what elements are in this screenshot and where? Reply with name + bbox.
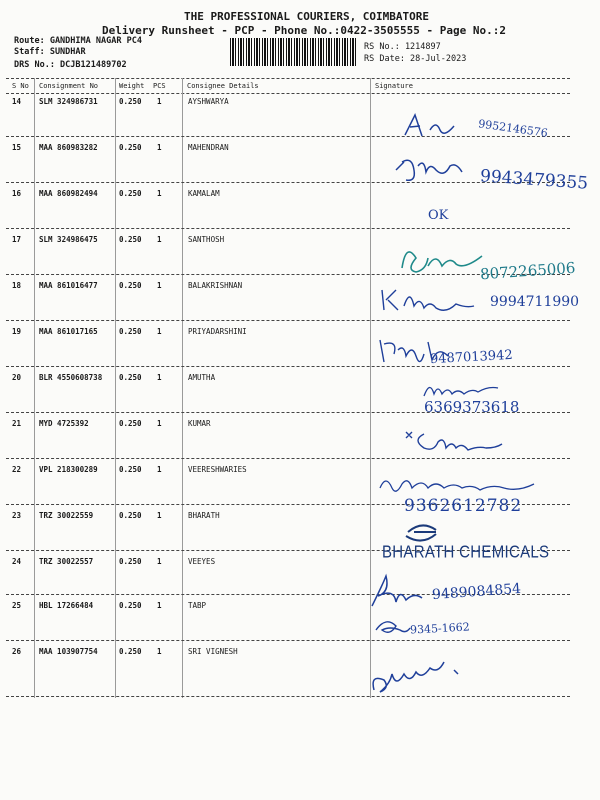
cell-consignment: MAA 861017165 bbox=[39, 327, 98, 336]
cell-pcs: 1 bbox=[157, 647, 162, 656]
cell-weight: 0.250 bbox=[119, 601, 142, 610]
row-divider bbox=[6, 696, 570, 697]
cell-sno: 15 bbox=[12, 143, 22, 152]
cell-consignee: VEEYES bbox=[188, 557, 216, 566]
cell-consignment: TRZ 30022559 bbox=[39, 511, 94, 520]
cell-consignee: MAHENDRAN bbox=[188, 143, 229, 152]
cell-consignee: KAMALAM bbox=[188, 189, 220, 198]
cell-sno: 26 bbox=[12, 647, 22, 656]
signature-note: OK bbox=[428, 208, 449, 223]
cell-weight: 0.250 bbox=[119, 511, 142, 520]
column-divider bbox=[182, 78, 183, 698]
signature-phone: 9943479355 bbox=[479, 166, 589, 194]
row-divider bbox=[6, 228, 570, 229]
cell-pcs: 1 bbox=[157, 281, 162, 290]
cell-sno: 14 bbox=[12, 97, 22, 106]
signature-scribble bbox=[376, 470, 556, 498]
cell-pcs: 1 bbox=[157, 419, 162, 428]
row-divider bbox=[6, 320, 570, 321]
signature-scribble bbox=[392, 152, 472, 184]
company-title: THE PROFESSIONAL COURIERS, COIMBATORE bbox=[184, 10, 430, 23]
cell-consignment: MYD 4725392 bbox=[39, 419, 89, 428]
cell-consignment: SLM 324986475 bbox=[39, 235, 98, 244]
header-pcs: PCS bbox=[153, 82, 166, 90]
cell-consignment: VPL 218300289 bbox=[39, 465, 98, 474]
cell-consignment: MAA 860983282 bbox=[39, 143, 98, 152]
cell-sno: 25 bbox=[12, 601, 22, 610]
cell-consignee: SANTHOSH bbox=[188, 235, 225, 244]
cell-weight: 0.250 bbox=[119, 143, 142, 152]
row-divider bbox=[6, 458, 570, 459]
table-header-border bbox=[6, 93, 570, 94]
cell-consignee: BALAKRISHNAN bbox=[188, 281, 243, 290]
cell-consignment: TRZ 30022557 bbox=[39, 557, 94, 566]
signature-phone: 9487013942 bbox=[429, 347, 514, 368]
barcode bbox=[230, 38, 357, 66]
signature-phone: 9489084854 bbox=[431, 580, 522, 604]
cell-pcs: 1 bbox=[157, 143, 162, 152]
cell-consignment: MAA 861016477 bbox=[39, 281, 98, 290]
cell-sno: 20 bbox=[12, 373, 22, 382]
cell-pcs: 1 bbox=[157, 327, 162, 336]
signature-scribble bbox=[366, 570, 436, 610]
cell-weight: 0.250 bbox=[119, 327, 142, 336]
column-divider bbox=[34, 78, 35, 698]
route-label: Route: GANDHIMA NAGAR PC4 bbox=[14, 36, 142, 46]
cell-consignee: SRI VIGNESH bbox=[188, 647, 238, 656]
row-divider bbox=[6, 136, 570, 137]
cell-pcs: 1 bbox=[157, 235, 162, 244]
signature-scribble bbox=[378, 286, 488, 314]
cell-pcs: 1 bbox=[157, 373, 162, 382]
cell-weight: 0.250 bbox=[119, 373, 142, 382]
signature-phone: 9345-1662 bbox=[409, 620, 471, 637]
row-divider bbox=[6, 366, 570, 367]
cell-sno: 24 bbox=[12, 557, 22, 566]
cell-sno: 18 bbox=[12, 281, 22, 290]
cell-consignee: BHARATH bbox=[188, 511, 220, 520]
cell-consignee: AMUTHA bbox=[188, 373, 216, 382]
cell-consignment: BLR 4550608738 bbox=[39, 373, 103, 382]
signature-scribble bbox=[372, 614, 412, 640]
cell-sno: 17 bbox=[12, 235, 22, 244]
row-divider bbox=[6, 640, 570, 641]
signature-phone: 6369373618 bbox=[424, 398, 520, 416]
cell-weight: 0.250 bbox=[119, 189, 142, 198]
header-sno: S No bbox=[12, 82, 29, 90]
cell-sno: 23 bbox=[12, 511, 22, 520]
header-weight: Weight bbox=[119, 82, 145, 90]
cell-pcs: 1 bbox=[157, 511, 162, 520]
cell-weight: 0.250 bbox=[119, 419, 142, 428]
signature-scribble bbox=[420, 376, 520, 400]
company-stamp: BHARATH CHEMICALS bbox=[382, 542, 550, 563]
signature-phone: 9362612782 bbox=[404, 496, 523, 516]
table-top-border bbox=[6, 78, 570, 79]
runsheet-subtitle: Delivery Runsheet - PCP - Phone No.:0422-3505555 - Page No.:2 bbox=[102, 24, 506, 37]
signature-scribble bbox=[366, 656, 476, 696]
cell-consignee: TABP bbox=[188, 601, 207, 610]
cell-consignee: PRIYADARSHINI bbox=[188, 327, 247, 336]
signature-scribble bbox=[404, 426, 534, 456]
cell-consignee: AYSHWARYA bbox=[188, 97, 229, 106]
cell-pcs: 1 bbox=[157, 97, 162, 106]
cell-sno: 22 bbox=[12, 465, 22, 474]
cell-weight: 0.250 bbox=[119, 235, 142, 244]
header-consignee: Consignee Details bbox=[187, 82, 259, 90]
cell-consignee: KUMAR bbox=[188, 419, 211, 428]
cell-sno: 16 bbox=[12, 189, 22, 198]
cell-consignment: MAA 103907754 bbox=[39, 647, 98, 656]
column-divider bbox=[115, 78, 116, 698]
cell-sno: 21 bbox=[12, 419, 22, 428]
rs-number: RS No.: 1214897 bbox=[364, 42, 441, 52]
cell-pcs: 1 bbox=[157, 557, 162, 566]
drs-number: DRS No.: DCJB121489702 bbox=[14, 60, 127, 70]
cell-consignee: VEERESHWARIES bbox=[188, 465, 247, 474]
cell-consignment: HBL 17266484 bbox=[39, 601, 94, 610]
signature-scribble bbox=[396, 238, 486, 278]
cell-consignment: MAA 860982494 bbox=[39, 189, 98, 198]
cell-pcs: 1 bbox=[157, 189, 162, 198]
signature-scribble bbox=[400, 110, 460, 140]
cell-pcs: 1 bbox=[157, 601, 162, 610]
header-consignment: Consignment No bbox=[39, 82, 99, 90]
cell-weight: 0.250 bbox=[119, 465, 142, 474]
cell-consignment: SLM 324986731 bbox=[39, 97, 98, 106]
cell-weight: 0.250 bbox=[119, 647, 142, 656]
signature-phone: 9994711990 bbox=[490, 294, 580, 310]
signature-phone: 8072265006 bbox=[479, 258, 576, 284]
cell-sno: 19 bbox=[12, 327, 22, 336]
header-signature: Signature bbox=[375, 82, 413, 90]
cell-weight: 0.250 bbox=[119, 281, 142, 290]
rs-date: RS Date: 28-Jul-2023 bbox=[364, 54, 467, 64]
cell-pcs: 1 bbox=[157, 465, 162, 474]
signature-phone: 9952146576 bbox=[477, 117, 549, 140]
staff-label: Staff: SUNDHAR bbox=[14, 47, 86, 57]
company-stamp-logo bbox=[400, 520, 450, 544]
cell-weight: 0.250 bbox=[119, 97, 142, 106]
cell-weight: 0.250 bbox=[119, 557, 142, 566]
